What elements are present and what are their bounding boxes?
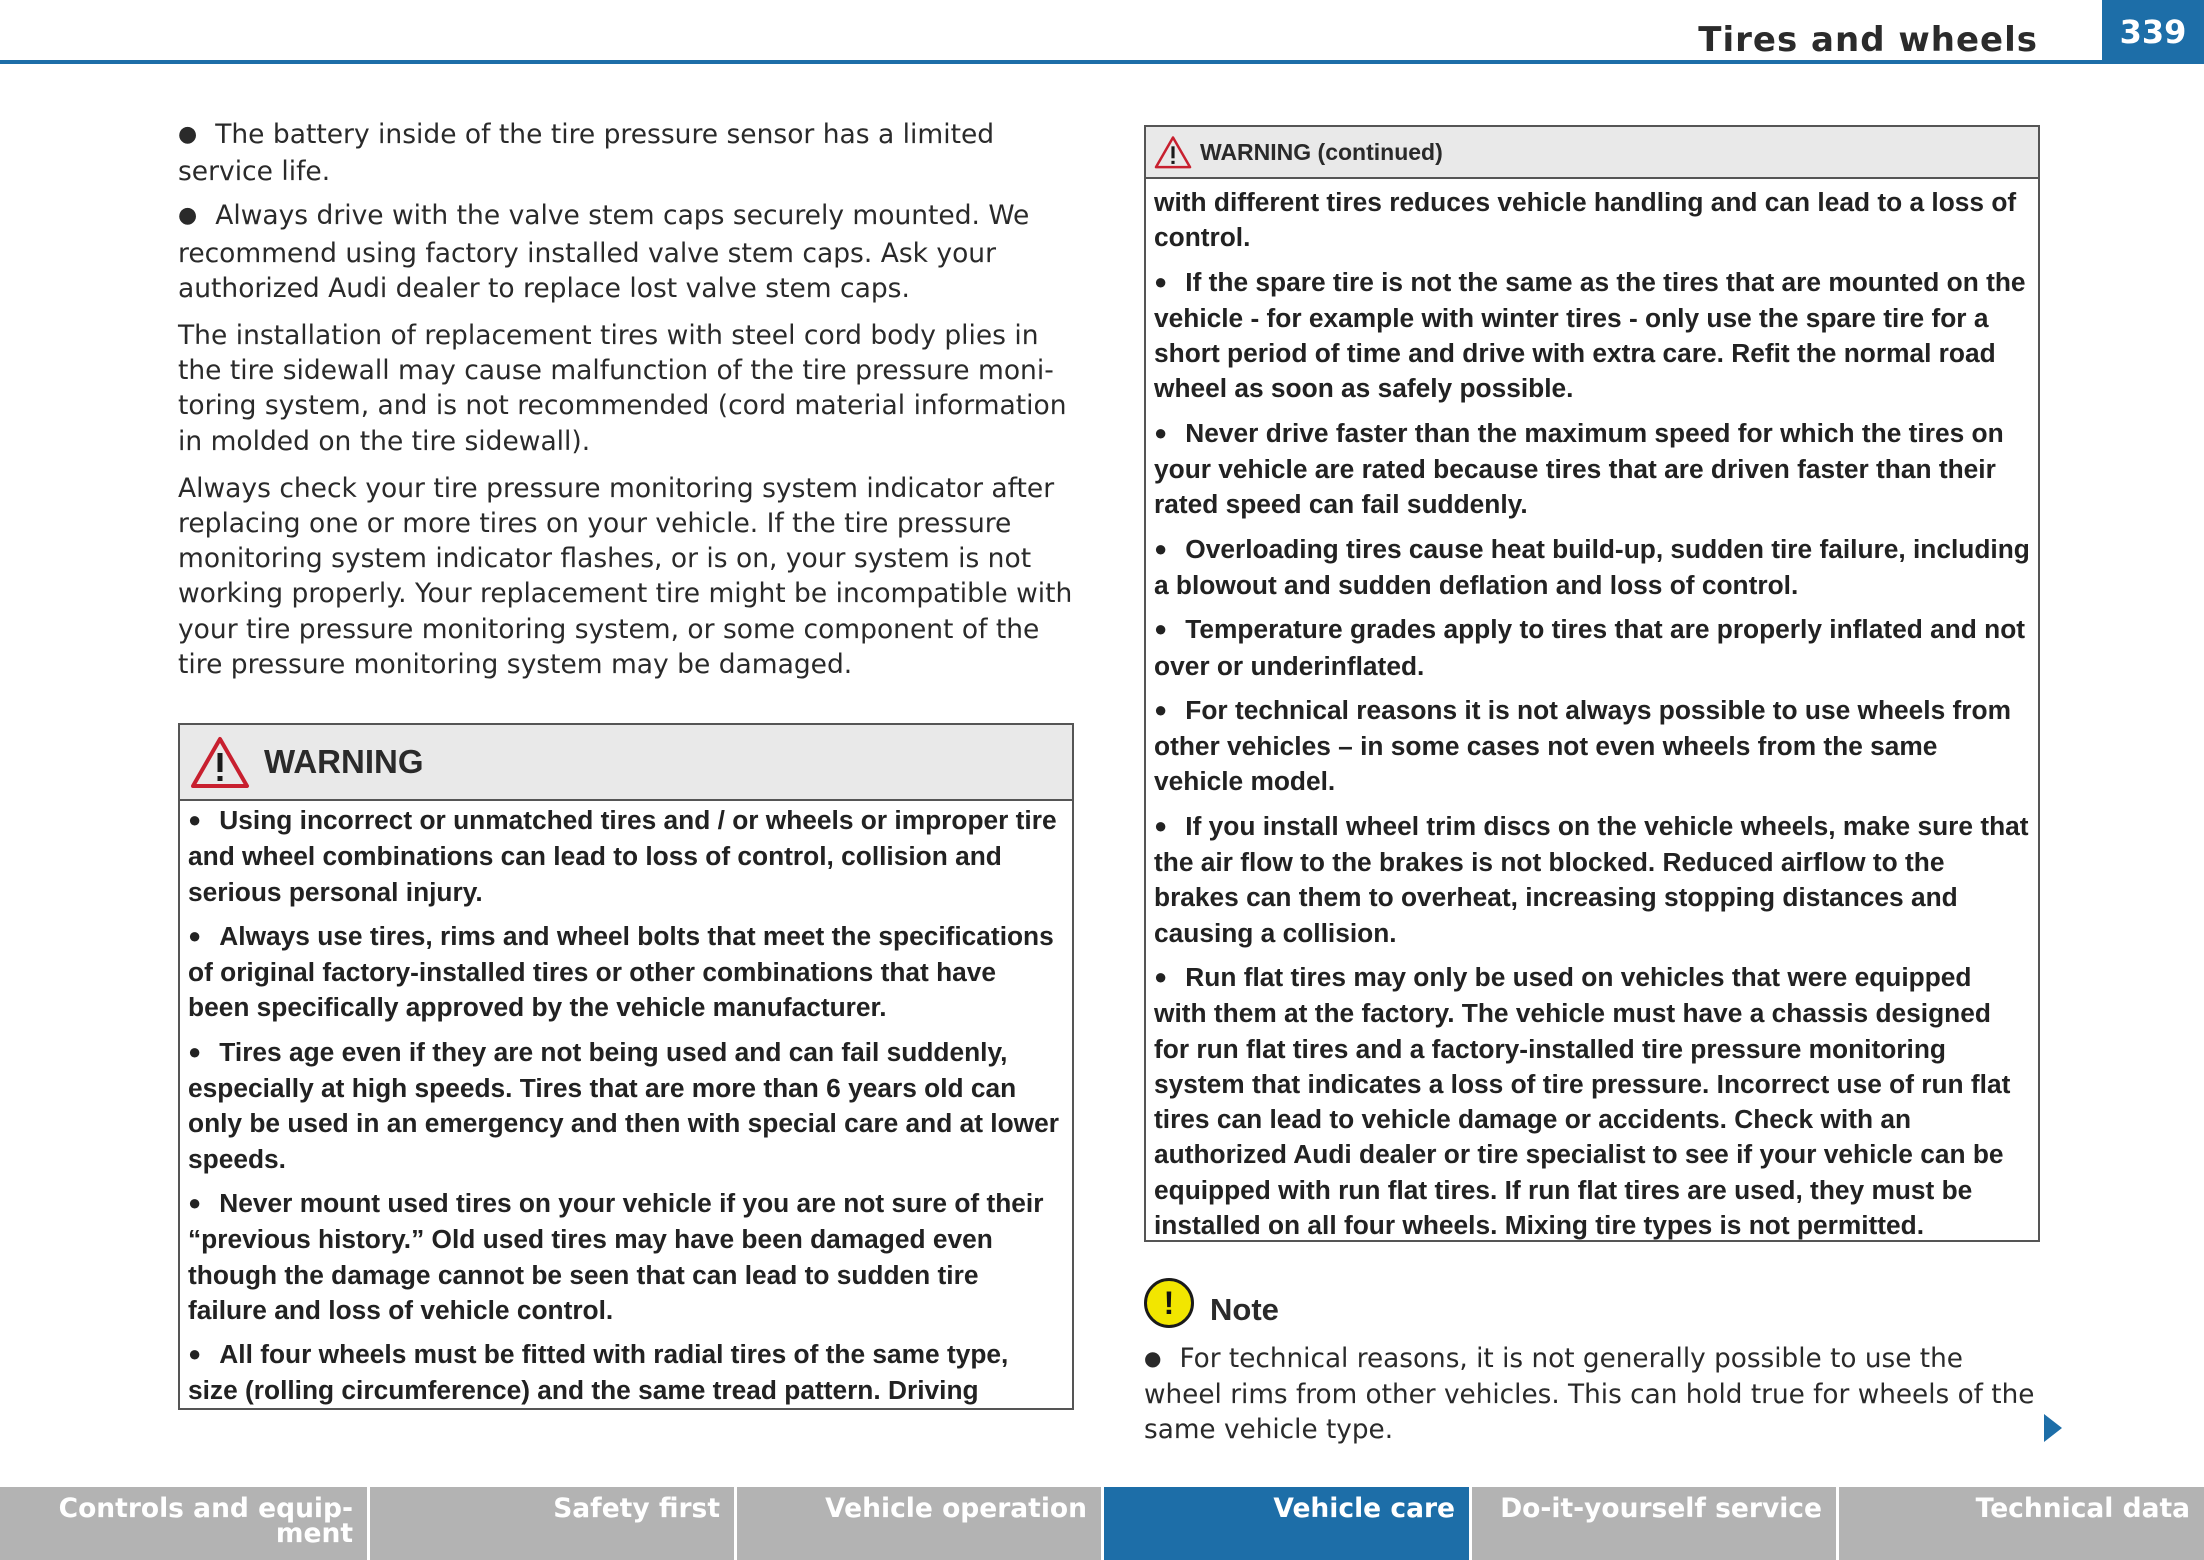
- page-title: Tires and wheels: [1698, 20, 2038, 60]
- nav-safety-first[interactable]: Safety first: [370, 1487, 737, 1560]
- warning-item: ● Temperature grades apply to tires that are properly inflated and not over or underinflated.: [1154, 612, 2030, 684]
- note-label: Note: [1210, 1292, 1279, 1327]
- warning-header: [180, 725, 1072, 801]
- nav-controls-and-equipment[interactable]: Controls and equip- ment: [0, 1487, 370, 1560]
- warning-item: ● Never drive faster than the maximum speed for which the tires on your vehicle are rated because tires that are driven faster than their rated speed can fail suddenly.: [1154, 416, 2030, 523]
- warning-item: ● All four wheels must be fitted with radial tires of the same type, size (rolling circumference) and the same tread pattern. Driving: [188, 1337, 1064, 1409]
- warning-triangle-icon: [190, 735, 250, 789]
- nav-vehicle-care[interactable]: Vehicle care: [1104, 1487, 1472, 1560]
- left-column: [178, 117, 1078, 691]
- page-number: 339: [2102, 0, 2204, 64]
- note-body: [1144, 1342, 2044, 1458]
- nav-do-it-yourself-service[interactable]: Do-it-yourself service: [1472, 1487, 1839, 1560]
- footer-nav: [0, 1487, 2204, 1560]
- warning-continued-lead: with different tires reduces vehicle handling and can lead to a loss of control.: [1154, 187, 2017, 253]
- note-text: ● For technical reasons, it is not generally possible to use the wheel rims from other vehicles. This can hold true for wheels of the same vehicle type.: [1144, 1342, 2044, 1449]
- warning-item: ● Using incorrect or unmatched tires and / or wheels or improper tire and wheel combinations can lead to loss of control, collision and serious personal injury.: [188, 803, 1064, 910]
- warning-item: ● If the spare tire is not the same as the tires that are mounted on the vehicle - for example with winter tires - only use the spare tire for a short period of time and drive with extra care. Refit the normal road wheel as soon as safely possible.: [1154, 265, 2030, 407]
- warning-body: [180, 801, 1072, 1409]
- continue-arrow-icon: [2044, 1414, 2062, 1442]
- nav-technical-data[interactable]: Technical data: [1839, 1487, 2204, 1560]
- warning-item: ● Overloading tires cause heat build-up, sudden tire failure, including a blowout and sudden deflation and loss of control.: [1154, 532, 2030, 604]
- warning-item: ● Always use tires, rims and wheel bolts that meet the specifications of original factory-installed tires or other combinations that have been specifically approved by the vehicle manufacturer.: [188, 919, 1064, 1026]
- paragraph-check-indicator: Always check your tire pressure monitoring system indicator after replacing one or more tires on your vehicle. If the tire pressure monitoring system indicator flashes, or is on, your system is not working properly. Your replacement tire might be incompatible with your tire pressure monitoring system, or some component of the tire pressure monitoring system may be damaged.: [178, 472, 1073, 680]
- warning-item: ● Never mount used tires on your vehicle if you are not sure of their “previous history.” Old used tires may have been damaged even though the damage cannot be seen that can lead to sudden tire failure and loss of vehicle control.: [188, 1186, 1064, 1328]
- header-rule: [0, 60, 2204, 64]
- nav-vehicle-operation[interactable]: Vehicle operation: [737, 1487, 1104, 1560]
- bullet-valve-caps: ● Always drive with the valve stem caps securely mounted. We recommend using factory installed valve stem caps. Ask your authorized Audi dealer to replace lost valve stem caps.: [178, 198, 1078, 306]
- warning-triangle-icon: [1154, 135, 1192, 169]
- note-exclamation-icon: !: [1144, 1278, 1194, 1328]
- warning-continued-box: [1144, 125, 2040, 1242]
- paragraph-steel-cord: The installation of replacement tires with steel cord body plies in the tire sidewall may cause malfunction of the tire pressure monitoring system, and is not recommended (cord material information in molded on the tire sidewall).: [178, 320, 1067, 457]
- bullet-battery: ● The battery inside of the tire pressure sensor has a limited service life.: [178, 117, 1078, 189]
- warning-item: ● Tires age even if they are not being used and can fail suddenly, especially at high speeds. Tires that are more than 6 years old can only be used in an emergency and then with special care and at lower speeds.: [188, 1035, 1064, 1177]
- warning-item: ● Run flat tires may only be used on vehicles that were equipped with them at the factory. The vehicle must have a chassis designed for run flat tires and a factory-installed tire pressure monitoring system that indicates a loss of tire pressure. Incorrect use of run flat tires can lead to vehicle damage or accidents. Check with an authorized Audi dealer or tire specialist to see if your vehicle can be equipped with run flat tires. If run flat tires are used, they must be installed on all four wheels. Mixing tire types is not permitted.: [1154, 960, 2030, 1243]
- note-header: [1144, 1278, 1279, 1328]
- warning-box: [178, 723, 1074, 1410]
- warning-item: ● If you install wheel trim discs on the vehicle wheels, make sure that the air flow to the brakes is not blocked. Reduced airflow to the brakes can them to overheat, increasing stopping distances and causing a collision.: [1154, 809, 2030, 951]
- warning-continued-label: WARNING (continued): [1200, 138, 1443, 165]
- warning-continued-body: [1146, 179, 2038, 1243]
- warning-continued-header: [1146, 127, 2038, 179]
- warning-label: WARNING: [264, 743, 424, 780]
- warning-item: ● For technical reasons it is not always possible to use wheels from other vehicles – in some cases not even wheels from the same vehicle model.: [1154, 693, 2030, 800]
